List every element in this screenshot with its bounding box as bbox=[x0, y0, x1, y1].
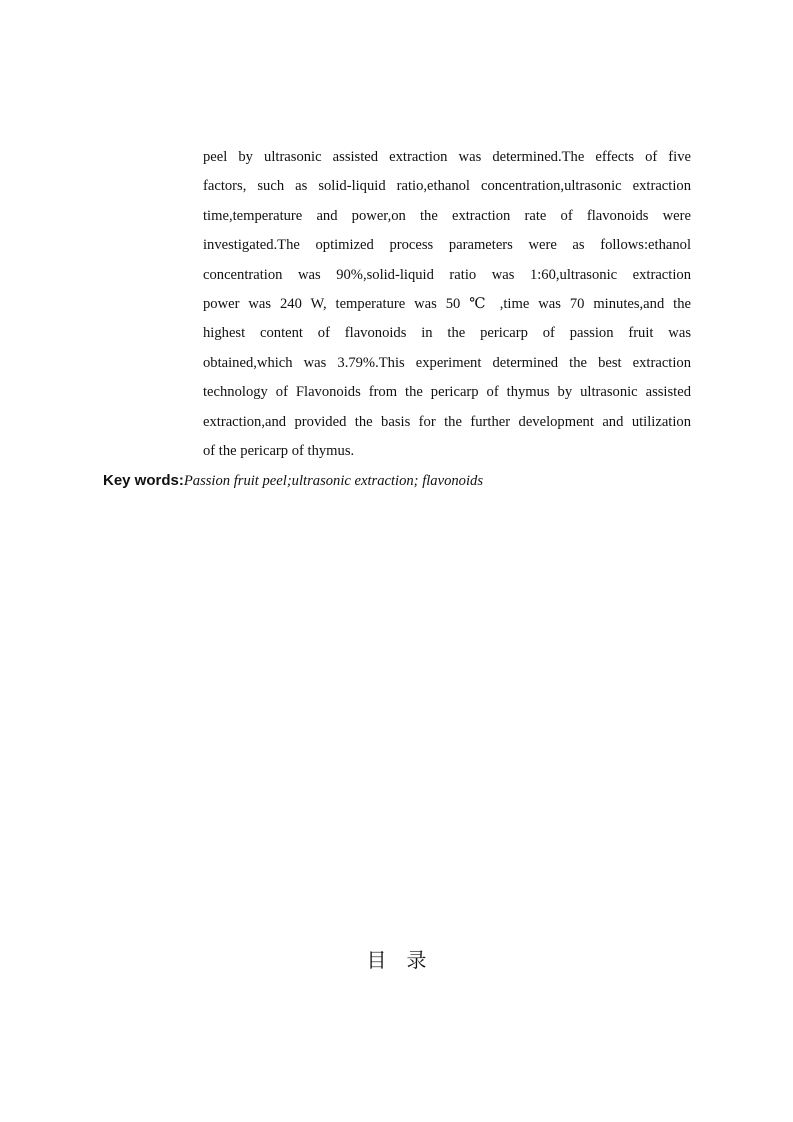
abstract-line: technology of Flavonoids from the pericarp of thymus by ultrasonic assisted bbox=[203, 384, 691, 401]
keywords-line bbox=[103, 466, 483, 495]
abstract-line: extraction,and provided the basis for the further development and utilization bbox=[203, 413, 691, 430]
toc-heading: 目 录 bbox=[366, 948, 427, 972]
abstract-line: time,temperature and power,on the extraction rate of flavonoids were bbox=[203, 207, 691, 224]
abstract-line: factors, such as solid-liquid ratio,ethanol concentration,ultrasonic extraction bbox=[203, 178, 691, 195]
abstract-line: investigated.The optimized process parameters were as follows:ethanol bbox=[203, 237, 691, 254]
abstract-text bbox=[203, 143, 691, 466]
keywords-label: Key words: bbox=[103, 472, 184, 489]
abstract-line: highest content of flavonoids in the pericarp of passion fruit was bbox=[203, 325, 691, 342]
abstract-line: of the pericarp of thymus. bbox=[203, 442, 355, 459]
abstract-line: concentration was 90%,solid-liquid ratio was 1:60,ultrasonic extraction bbox=[203, 266, 691, 283]
keywords-value: Passion fruit peel;ultrasonic extraction; flavonoids bbox=[183, 473, 483, 489]
abstract-line: power was 240 W, temperature was 50 ℃ ,time was 70 minutes,and the bbox=[203, 295, 691, 312]
abstract-line: obtained,which was 3.79%.This experiment determined the best extraction bbox=[203, 354, 691, 371]
abstract-line: peel by ultrasonic assisted extraction was determined.The effects of five bbox=[203, 149, 691, 165]
